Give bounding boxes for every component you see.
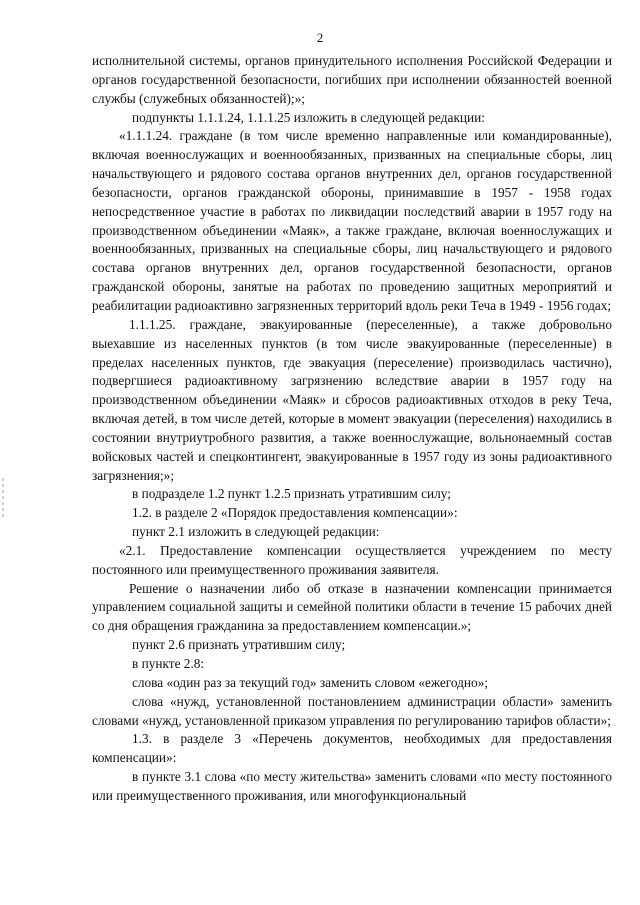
paragraph: слова «нужд, установленной постановлением администрации области» заменить словами «нужд, установленной приказом управления по регулированию тарифов области»; (92, 693, 612, 728)
paragraph: пункт 2.1 изложить в следующей редакции: (132, 524, 380, 540)
paragraph: Решение о назначении либо об отказе в назначении компенсации принимается управлением социальной защиты и семейной политики области в течение 15 рабочих дней со дня обращения гражданина за предоставлением компенсации.»; (92, 580, 612, 634)
paragraph: в подразделе 1.2 пункт 1.2.5 признать утратившим силу; (132, 486, 451, 502)
paragraph: слова «один раз за текущий год» заменить словом «ежегодно»; (132, 674, 489, 690)
scan-margin-mark (2, 478, 4, 520)
paragraph: пункт 2.6 признать утратившим силу; (132, 637, 346, 653)
paragraph: подпункты 1.1.1.24, 1.1.1.25 изложить в следующей редакции: (132, 109, 485, 125)
paragraph: «2.1. Предоставление компенсации осуществляется учреждением по месту постоянного или преимущественного проживания заявителя. (92, 542, 612, 577)
paragraph: 1.2. в разделе 2 «Порядок предоставления компенсации»: (132, 505, 458, 521)
document-body (92, 52, 612, 806)
paragraph: 1.3. в разделе 3 «Перечень документов, необходимых для предоставления компенсации»: (92, 731, 612, 766)
page-number: 2 (316, 30, 324, 45)
paragraph: в пункте 3.1 слова «по месту жительства» заменить словами «по месту постоянного или преимущественного проживания, или многофункциональный (92, 769, 612, 803)
paragraph: в пункте 2.8: (132, 656, 205, 671)
paragraph: «1.1.1.24. граждане (в том числе временно направленные или командированные), включая военнослужащих и военнообязанных, призванных на специальные сборы, лиц начальствующего и рядового состава органов внутренних дел, органов государственной безопасности, органов гражданской обороны, принимавшие в 1957 - 1958 годах непосредственное участие в работах по ликвидации последствий аварии в 1957 году на производственном объединении «Маяк», а также граждане, включая военнослужащих и военнообязанных, призванных на специальные сборы, лиц начальствующего и рядового состава органов внутренних дел, органов государственной безопасности, органов гражданской обороны, занятые на работах по проведению защитных мероприятий и реабилитации радиоактивно загрязненных территорий вдоль реки Теча в 1949 - 1956 годах; (92, 128, 612, 313)
paragraph: исполнительной системы, органов принудительного исполнения Российской Федерации и органов государственной безопасности, погибших при исполнении обязанностей военной службы (служебных обязанностей);»; (92, 53, 612, 106)
paragraph: 1.1.1.25. граждане, эвакуированные (переселенные), а также добровольно выехавшие из населенных пунктов (в том числе эвакуированные (переселенные) в пределах населенных пунктов, где эвакуация (переселение) производилась частично), подвергшиеся радиоактивному загрязнению вследствие аварии в 1957 году на производственном объединении «Маяк» и сбросов радиоактивных отходов в реку Теча, включая детей, в том числе детей, которые в момент эвакуации (переселения) находились в состоянии внутриутробного развития, а также военнослужащие, вольнонаемный состав войсковых частей и спецконтингент, эвакуированные в 1957 году из зоны радиоактивного загрязнения;»; (92, 316, 612, 483)
